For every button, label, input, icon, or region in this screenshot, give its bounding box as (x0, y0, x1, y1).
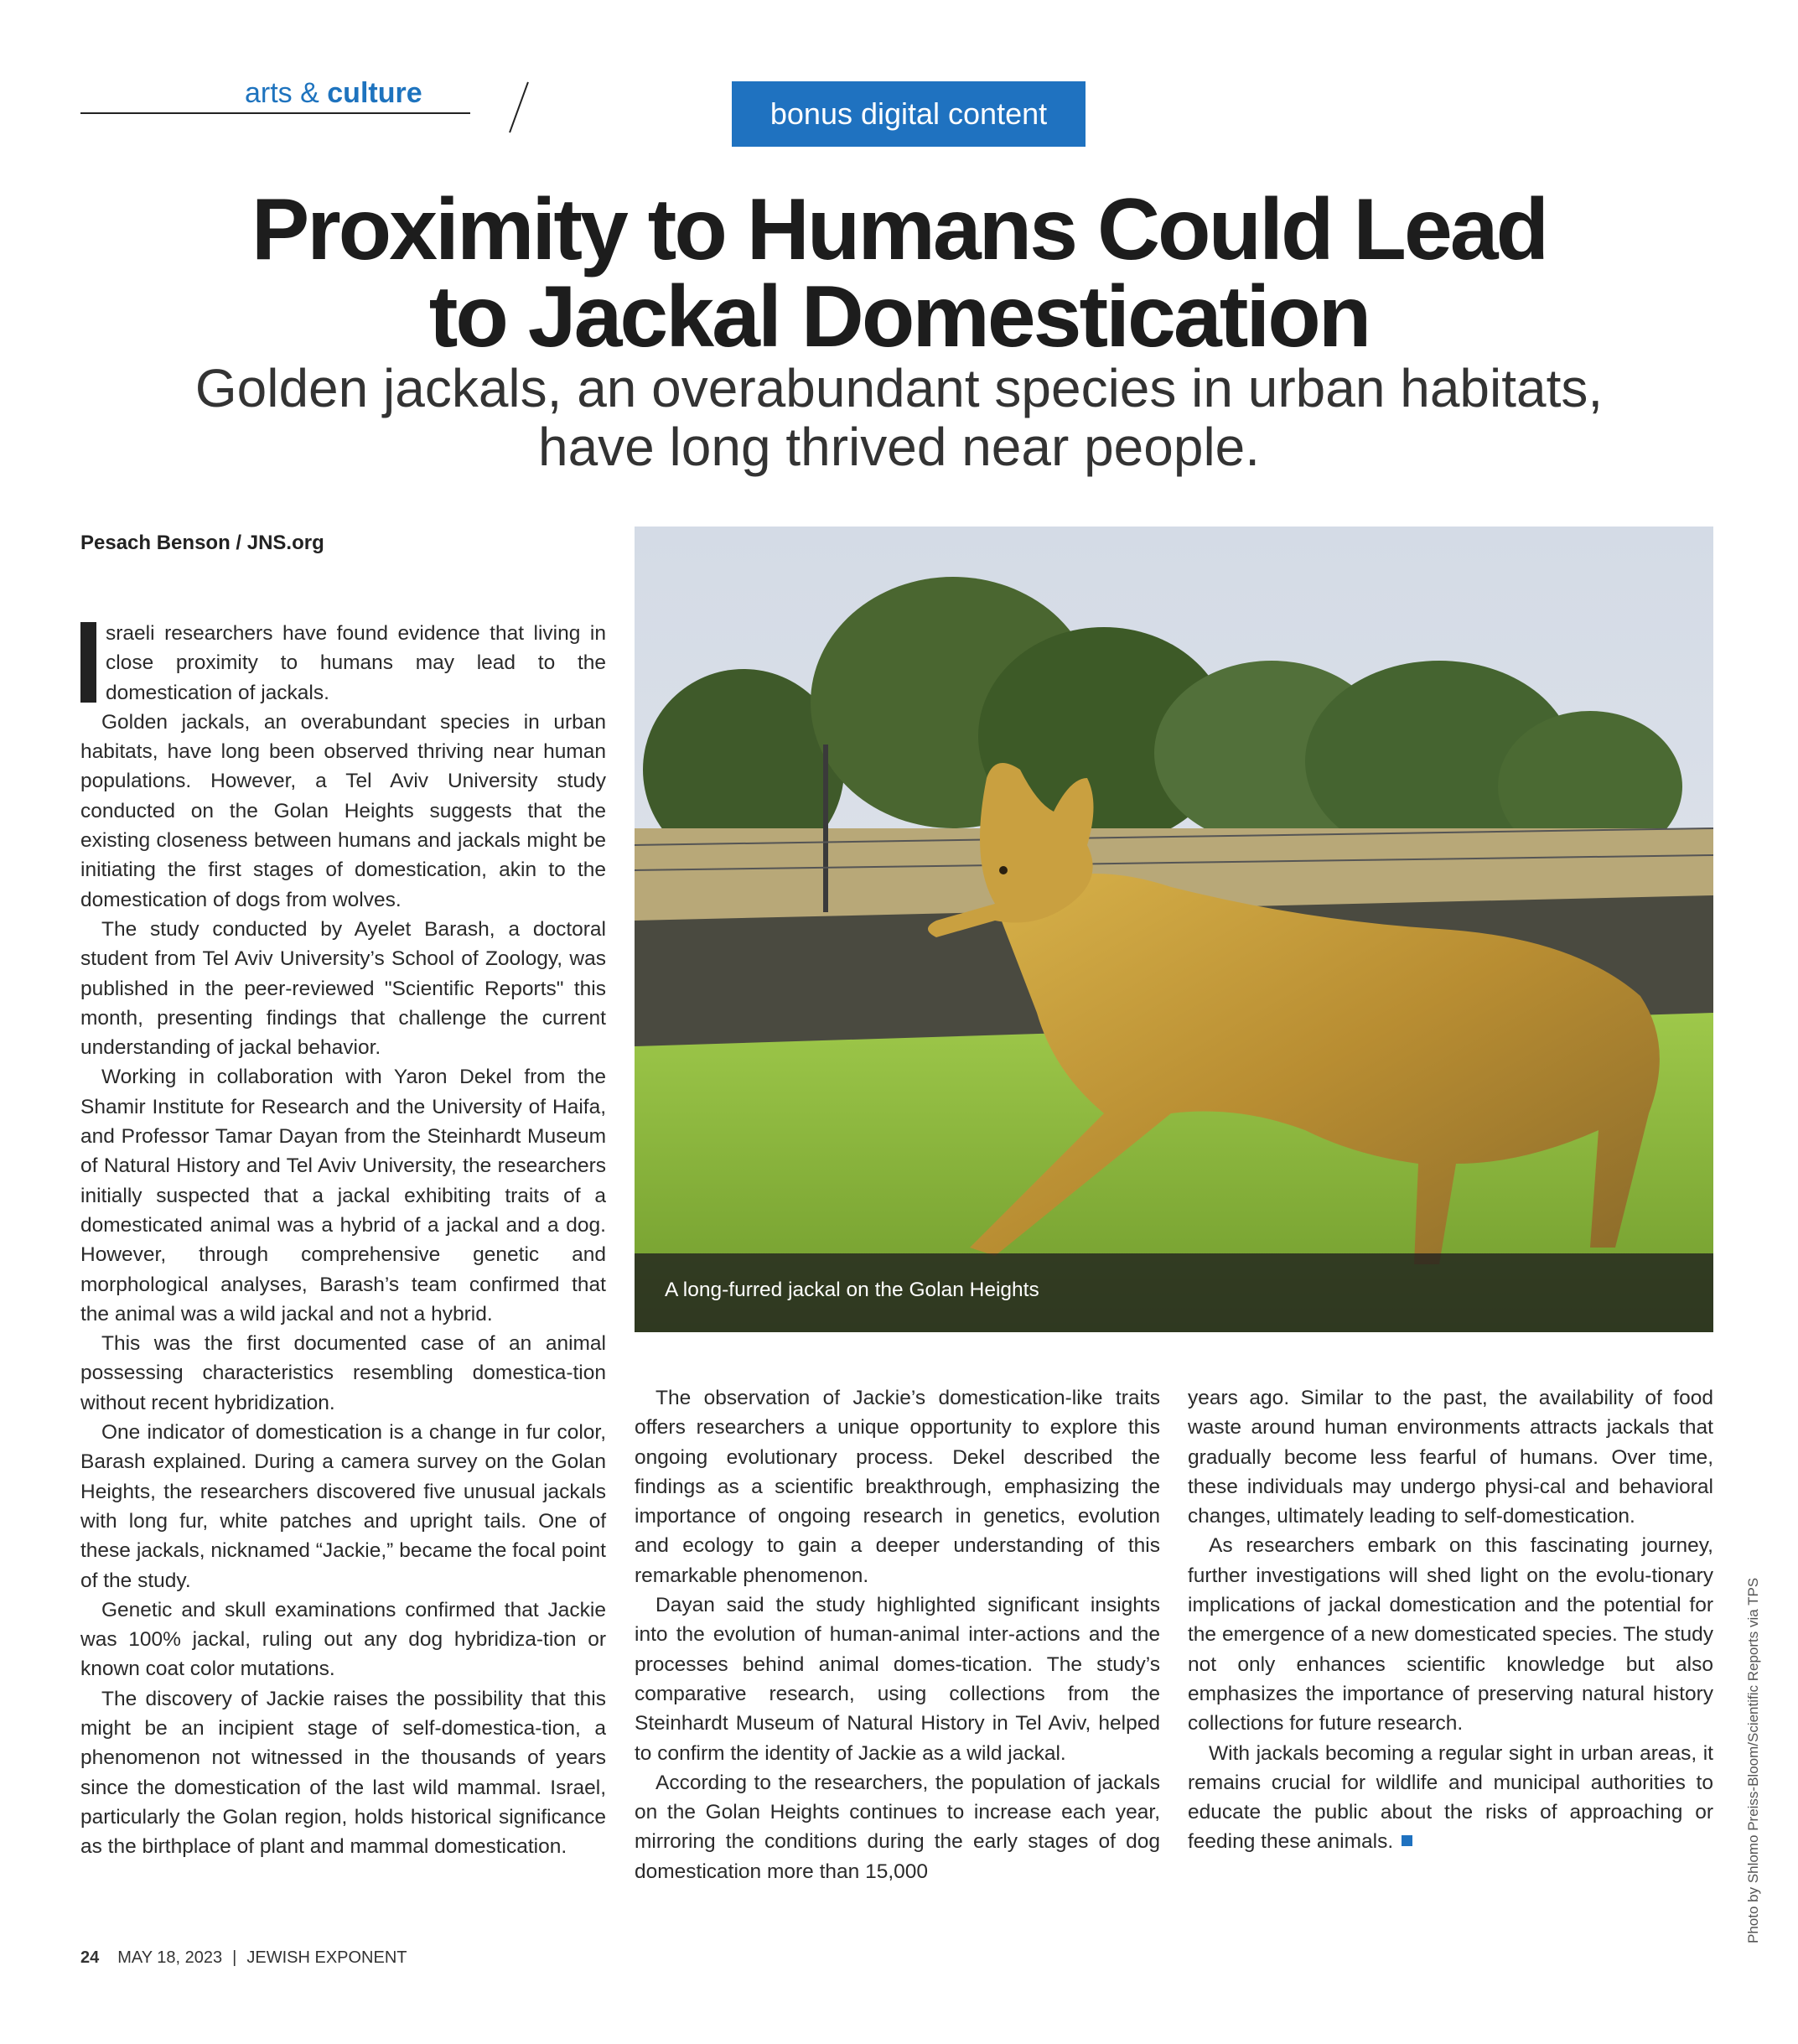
paragraph: The observation of Jackie’s domestication-like traits offers researchers a unique opportunity to explore this ongoing evolutionary process. Dekel described the findings as a scientific breakthrough, emphasizing the importance of ongoing research in genetics, evolution and ecology to gain a deeper understanding of this remarkable phenomenon. (635, 1387, 1160, 1587)
section-name: culture (327, 77, 422, 109)
folio-separator: | (232, 1948, 237, 1967)
jackal-illustration (635, 527, 1713, 1332)
section-slash (509, 82, 529, 133)
byline: Pesach Benson / JNS.org (80, 532, 324, 554)
deck-line-2: have long thrived near people. (537, 417, 1261, 477)
headline (0, 181, 1798, 366)
photo-credit: Photo by Shlomo Preiss-Bloom/Scientific Reports via TPS (1745, 1577, 1761, 1943)
publication-name: JEWISH EXPONENT (246, 1948, 407, 1967)
end-mark-icon (1402, 1835, 1412, 1846)
paragraph: Golden jackals, an overabundant species in urban habitats, have long been observed thriving near human populations. However, a Tel Aviv University study conducted on the Golan Heights suggests that the existing closeness between humans and jackals might be initiating the first stages of domestication, akin to the domestication of dogs from wolves. (80, 710, 606, 911)
photo-caption: A long-furred jackal on the Golan Heights (665, 1279, 1039, 1301)
page-number: 24 (80, 1948, 100, 1967)
section-label: arts & culture (245, 77, 422, 109)
paragraph: According to the researchers, the population of jackals on the Golan Heights continues to increase each year, mirroring the conditions during the early stages of dog domestication more than 15,000 (635, 1771, 1160, 1883)
paragraph: This was the first documented case of an animal possessing characteristics resembling domestica-tion without recent hybridization. (80, 1332, 606, 1414)
lead-paragraph: sraeli researchers have found evidence that living in close proximity to humans may lead to the domestication of jackals. (80, 619, 606, 708)
article-column-1 (80, 619, 606, 1861)
paragraph: As researchers embark on this fascinating journey, further investigations will shed light on the evolu-tionary implications of jackal domestication and the potential for the emergence of a new domesticated species. The study not only enhances scientific knowledge but also emphasizes the importance of preserving natural history collections for future research. (1188, 1534, 1713, 1735)
section-rule (80, 112, 470, 114)
issue-date: MAY 18, 2023 (117, 1948, 223, 1967)
paragraph: The study conducted by Ayelet Barash, a doctoral student from Tel Aviv University’s School of Zoology, was published in the peer-reviewed "Scientific Reports" this month, presenting findings that challenge the current understanding of jackal behavior. (80, 917, 606, 1060)
paragraph: The discovery of Jackie raises the possibility that this might be an incipient stage of self-domestica-tion, a phenomenon not witnessed in the thousands of years since the domestication of the last wild mammal. Israel, particularly the Golan region, holds historical significance as the birthplace of plant and mammal domestication. (80, 1687, 606, 1859)
paragraph: Dayan said the study highlighted significant insights into the evolution of human-animal inter-actions and the processes behind animal domes-tication. The study’s comparative research, using collections from the Steinhardt Museum of Natural History in Tel Aviv, helped to confirm the identity of Jackie as a wild jackal. (635, 1594, 1160, 1765)
paragraph: One indicator of domestication is a change in fur color, Barash explained. During a camera survey on the Golan Heights, the researchers discovered five unusual jackals with long fur, white patches and upright tails. One of these jackals, nicknamed “Jackie,” became the focal point of the study. (80, 1421, 606, 1592)
bonus-badge[interactable]: bonus digital content (732, 81, 1086, 147)
paragraph-last: With jackals becoming a regular sight in urban areas, it remains crucial for wildlife and municipal authorities to educate the public about the risks of approaching or feeding these animals. (1188, 1741, 1713, 1854)
headline-line-2: to Jackal Domestication (428, 268, 1370, 366)
deck (0, 359, 1798, 476)
caption-bar (635, 1253, 1713, 1332)
section-tag (80, 77, 470, 127)
paragraph-continued: years ago. Similar to the past, the availability of food waste around human environments attracts jackals that gradually become less fearful of humans. Over time, these individuals may undergo physi-cal and behavioral changes, ultimately leading to self-domestication. (1188, 1387, 1713, 1528)
dropcap (80, 622, 96, 703)
deck-line-1: Golden jackals, an overabundant species in urban habitats, (194, 358, 1604, 418)
paragraph: Working in collaboration with Yaron Dekel from the Shamir Institute for Research and the University of Haifa, and Professor Tamar Dayan from the Steinhardt Museum of Natural History and Tel Aviv University, the researchers initially suspected that a jackal exhibiting traits of a domesticated animal was a hybrid of a jackal and a dog. However, through comprehensive genetic and morphological analyses, Barash’s team confirmed that the animal was a wild jackal and not a hybrid. (80, 1066, 606, 1325)
article-column-3 (1188, 1383, 1713, 1857)
jackal-photo (635, 527, 1713, 1332)
headline-line-1: Proximity to Humans Could Lead (251, 181, 1547, 278)
article-column-2 (635, 1383, 1160, 1886)
folio (80, 1948, 407, 1968)
paragraph: Genetic and skull examinations confirmed that Jackie was 100% jackal, ruling out any dog hybridiza-tion or known coat color mutations. (80, 1598, 606, 1681)
